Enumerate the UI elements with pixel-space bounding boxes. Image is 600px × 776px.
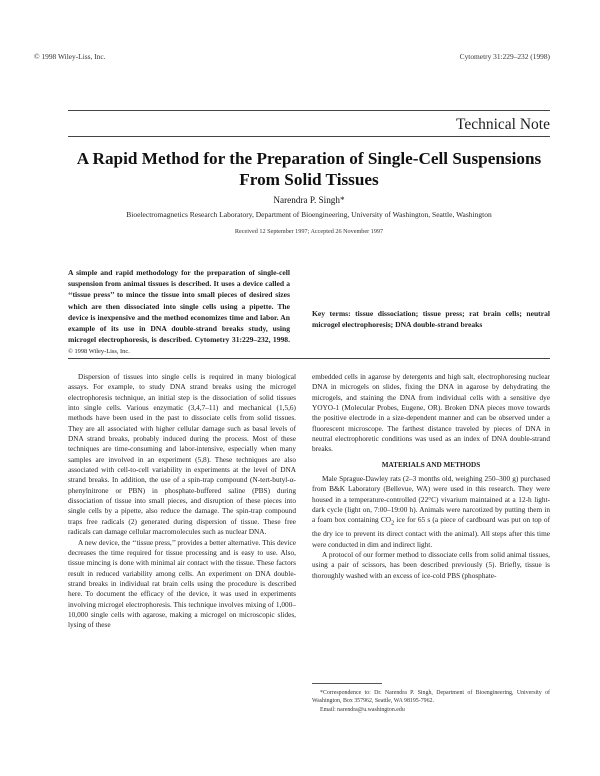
footnote <box>312 689 550 714</box>
body-paragraph <box>312 474 550 550</box>
abstract-text: A simple and rapid methodology for the preparation of single-cell suspension from animal tissues is described. It uses a device called a ‘‘tissue press’’ to mince the tissue into small pieces of desired sizes which are then dissociated into single cells using a pipette. The device is inexpensive and the method economizes time and labor. An example of its use in DNA double-strand breaks study, using microgel electrophoresis, is described. Cytometry 31:229–232, 1998. <box>68 268 290 345</box>
section-rule <box>68 136 550 137</box>
methods-text: ice for 65 s (a piece of cardboard was put on top of the dry ice to prevent its direct contact with the animal). All steps after this time were conducted in dim and indirect light. <box>312 515 550 549</box>
key-terms: Key terms: tissue dissociation; tissue press; rat brain cells; neutral microgel electrophoresis; DNA double-strand breaks <box>312 309 550 330</box>
section-label: Technical Note <box>455 116 550 133</box>
correspondence-note: *Correspondence to: Dr. Narendra P. Singh, Department of Bioengineering, University of Washington, Box 357962, Seattle, WA 98195-7962. <box>312 690 550 705</box>
section-heading: MATERIALS AND METHODS <box>381 460 481 469</box>
body-paragraph: A new device, the ‘‘tissue press,’’ provides a better alternative. This device decreases the time required for tissue processing and is easy to use. Also, tissue mincing is done with minimal air contact with the tissue. These factors result in reduced variability among cells. An experiment on DNA double-strand breaks in individual rat brain cells using the procedure is described here. To document the efficacy of the device, it was used in experiments involving microgel electrophoresis. This technique involves mixing of 1,000–10,000 single cells with agarose, making a microgel on microscopic slides, lysing of these <box>68 537 296 630</box>
abstract-copyright: © 1998 Wiley-Liss, Inc. <box>68 348 130 356</box>
article-title: A Rapid Method for the Preparation of Single-Cell Suspensions From Solid Tissues <box>76 149 542 189</box>
top-rule <box>68 110 550 111</box>
journal-citation: Cytometry 31:229–232 (1998) <box>459 52 550 61</box>
email-note: Email: narendra@u.washington.edu <box>320 706 405 713</box>
body-column-left <box>68 372 296 631</box>
methods-text: Male Sprague-Dawley rats (2–3 months old, weighing 250–300 g) purchased from B&K Laboratory (Bellevue, WA) were used in this research. They were housed in a temperature-controlled (22°C) vivarium maintained at a 12-h light-dark cycle (light on, 7:00–19:00 h). Animals were narcotized by putting them in a foam box containing CO <box>312 474 550 525</box>
journal-copyright: © 1998 Wiley-Liss, Inc. <box>34 52 106 61</box>
received-dates: Received 12 September 1997; Accepted 26 November 1997 <box>234 228 384 235</box>
abstract <box>68 267 290 358</box>
subscript: 2 <box>391 520 395 527</box>
author-name: Narendra P. Singh* <box>273 195 345 205</box>
body-paragraph: A protocol of our former method to dissociate cells from solid animal tissues, using a pair of scissors, has been described previously (5). Briefly, tissue is thoroughly washed with an excess of ice-cold PBS (phosphate- <box>312 549 550 580</box>
body-paragraph: embedded cells in agarose by detergents and high salt, electrophoresing nuclear DNA in microgels on slides, fixing the DNA in agarose by dehydrating the microgels, and staining the DNA from individual cells with a sensitive dye YOYO-1 (Molecular Probes, Eugene, OR). Broken DNA pieces move towards the positive electrode in a size-dependent manner and can be observed under a fluorescent microscope. The farthest distance traveled by pieces of DNA in neutral electrophoretic conditions was used as an index of DNA double-strand breaks. <box>312 372 550 454</box>
body-column-right <box>312 372 550 581</box>
footnote-rule <box>312 683 382 684</box>
abstract-rule <box>68 358 550 359</box>
body-paragraph: Dispersion of tissues into single cells is required in many biological assays. For example, to study DNA strand breaks using the microgel electrophoresis technique, an initial step is the dissociation of solid tissues into single cells. Various enzymatic (3,4,7–11) and mechanical (1,5,6) methods have been used in the past to dissociate cells from solid tissues. They are all associated with higher cellular damage such as basal levels of DNA strand breaks, probably induced during the process. Most of these techniques are time-consuming and labor-intensive, especially when many samples are involved in an experiment (5,8). These techniques are also associated with cell-to-cell variability in experiments at the level of DNA strand breaks. In addition, the use of a spin-trap compound (N-tert-butyl-α-phenylnitrone or PBN) in phosphate-buffered saline (PBS) during dissociation of tissue into small pieces, and disruption of these pieces into single cells by a pipette, also reduce the damage. The spin-trap compound traps free radicals (2) generated during dispersion of tissue. These free radicals can damage cellular macromolecules such as nuclear DNA. <box>68 372 296 537</box>
author-affiliation: Bioelectromagnetics Research Laboratory, Department of Bioengineering, University of Washington, Seattle, Washington <box>126 210 492 219</box>
